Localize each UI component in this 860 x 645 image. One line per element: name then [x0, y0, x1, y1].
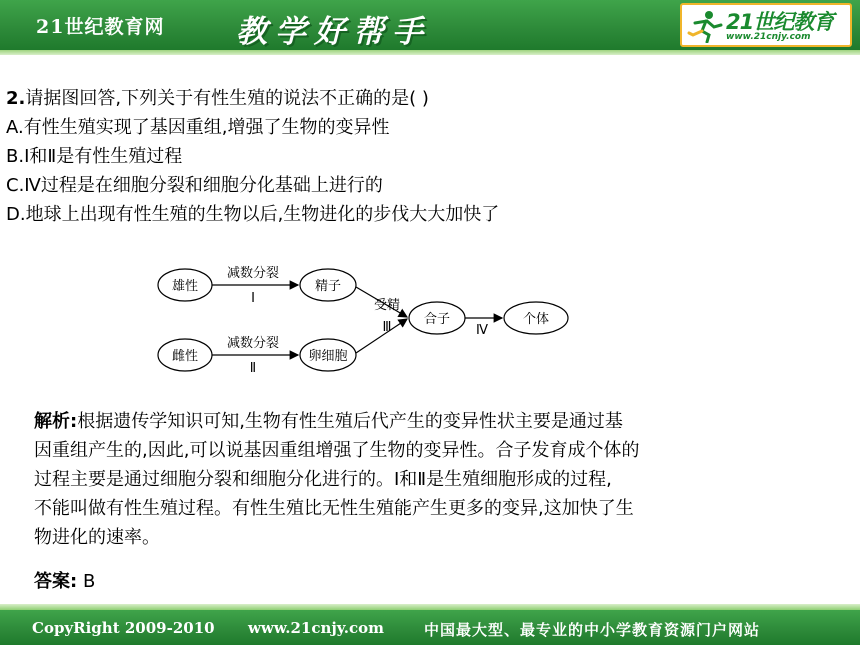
header-banner: [0, 0, 860, 50]
label-development-roman: Ⅳ: [476, 323, 488, 338]
analysis-line: 过程主要是通过细胞分裂和细胞分化进行的。Ⅰ和Ⅱ是生殖细胞形成的过程,: [34, 469, 612, 490]
footer-url-link[interactable]: www.21cnjy.com: [248, 619, 385, 637]
label-male-process: 减数分裂: [226, 266, 280, 281]
header-slogan: 教学好帮手: [236, 14, 431, 50]
analysis-line: 物进化的速率。: [34, 527, 160, 548]
answer-block: [34, 567, 95, 593]
question-block: [6, 84, 499, 229]
answer-label: 答案:: [34, 571, 78, 592]
analysis-line: 根据遗传学知识可知,生物有性生殖后代产生的变异性状主要是通过基: [77, 411, 623, 432]
question-stem: 请据图回答,下列关于有性生殖的说法不正确的是( ): [25, 88, 429, 109]
option-d: D.地球上出现有性生殖的生物以后,生物进化的步伐大大加快了: [6, 204, 500, 225]
label-fertilization-roman: Ⅲ: [382, 320, 392, 335]
footer-banner: [0, 610, 860, 645]
reproduction-diagram: [150, 255, 590, 385]
answer-value: B: [82, 571, 96, 592]
footer-motto: 中国最大型、最专业的中小学教育资源门户网站: [424, 621, 761, 639]
option-a: A.有性生殖实现了基因重组,增强了生物的变异性: [6, 117, 390, 138]
label-female: 雌性: [171, 349, 199, 364]
label-female-process: 减数分裂: [226, 336, 280, 351]
logo-url: www.21cnjy.com: [726, 32, 811, 42]
site-name: 21世纪教育网: [36, 16, 165, 38]
analysis-line: 不能叫做有性生殖过程。有性生殖比无性生殖能产生更多的变异,这加快了生: [34, 498, 634, 519]
header-divider: [0, 50, 860, 55]
label-male: 雄性: [171, 279, 199, 294]
analysis-label: 解析:: [34, 411, 78, 432]
label-egg: 卵细胞: [308, 349, 348, 364]
analysis-block: [34, 407, 834, 552]
question-stem-line: [6, 84, 499, 113]
label-fertilization: 受精: [373, 298, 401, 313]
analysis-line: 因重组产生的,因此,可以说基因重组增强了生物的变异性。合子发育成个体的: [34, 440, 640, 461]
label-sperm: 精子: [314, 279, 342, 294]
label-individual: 个体: [522, 312, 550, 327]
footer-copyright: CopyRight 2009-2010: [32, 619, 215, 637]
label-male-roman: Ⅰ: [251, 291, 255, 306]
logo-text: 21世纪教育: [726, 10, 834, 34]
runner-icon: [687, 9, 723, 43]
option-c: C.Ⅳ过程是在细胞分裂和细胞分化基础上进行的: [6, 175, 383, 196]
label-zygote: 合子: [423, 312, 451, 327]
question-number: 2.: [6, 88, 26, 109]
option-b: B.Ⅰ和Ⅱ是有性生殖过程: [6, 146, 183, 167]
site-logo[interactable]: [680, 3, 852, 47]
arrow-egg-zygote: [356, 319, 407, 353]
label-female-roman: Ⅱ: [249, 361, 257, 376]
